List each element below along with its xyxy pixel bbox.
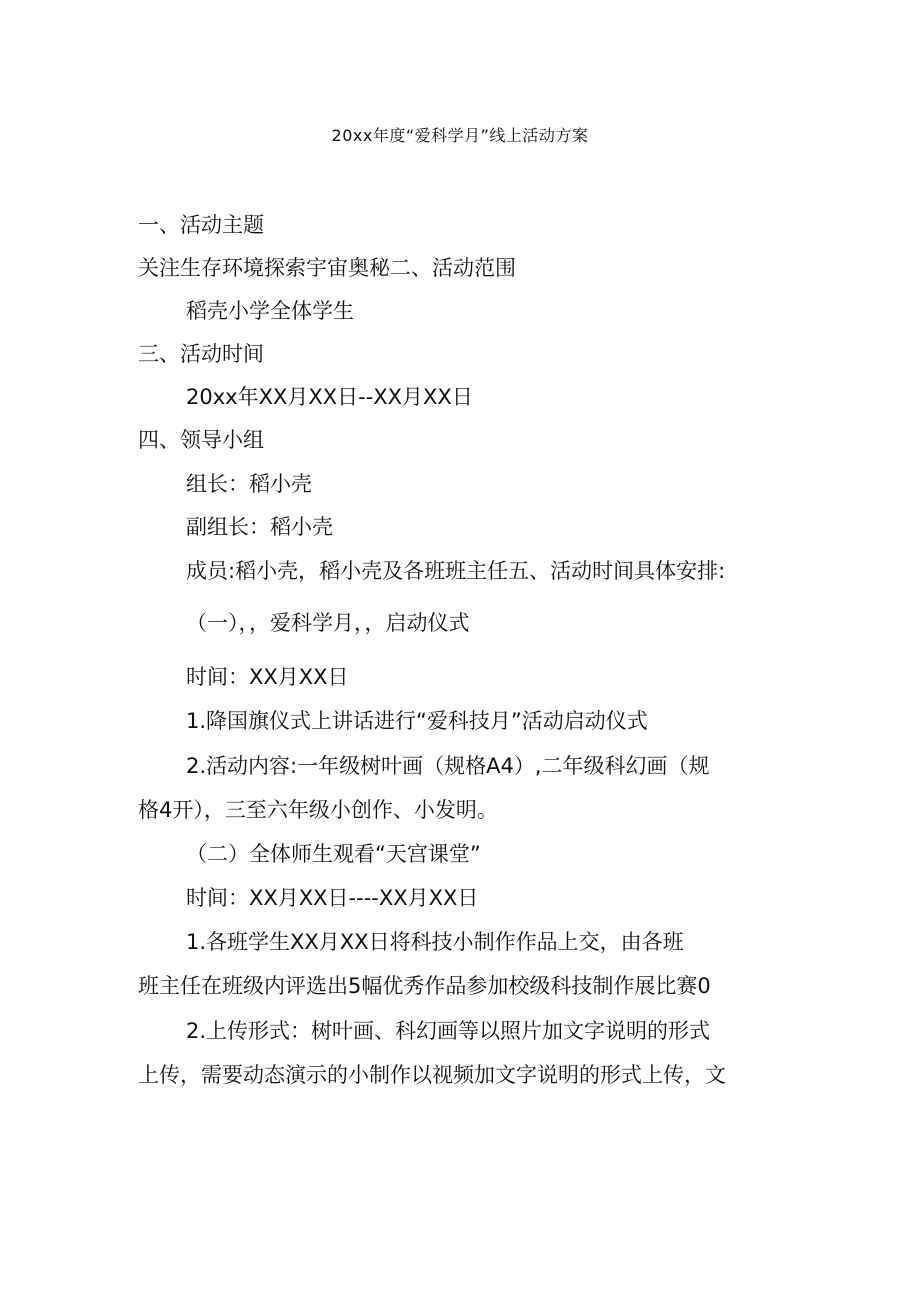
body-line: 稻壳小学全体学生 xyxy=(186,299,354,323)
section-heading-leadership: 四、领导小组 xyxy=(138,428,264,452)
subsection-heading: （一），，爱科学月，，启动仪式 xyxy=(186,611,470,635)
section-heading-time: 三、活动时间 xyxy=(138,342,264,366)
body-line: 20xx年XX月XX日--XX月XX日 xyxy=(186,385,473,409)
body-line: 组长：稻小壳 xyxy=(186,472,312,496)
body-line: 1.降国旗仪式上讲话进行“爱科技月”活动启动仪式 xyxy=(186,709,648,733)
body-line: 1.各班学生XX月XX日将科技小制作作品上交，由各班 xyxy=(186,930,684,954)
section-heading-theme: 一、活动主题 xyxy=(138,213,264,237)
body-line: 格4开），三至六年级小创作、小发明。 xyxy=(138,798,498,822)
body-line: 关注生存环境探索宇宙奥秘二、活动范围 xyxy=(138,256,516,280)
body-line: 上传，需要动态演示的小制作以视频加文字说明的形式上传，文 xyxy=(138,1063,726,1087)
body-line: 2.活动内容:一年级树叶画（规格A4）,二年级科幻画（规 xyxy=(186,754,710,778)
document-title: 20xx年度“爱科学月”线上活动方案 xyxy=(331,126,589,145)
body-line: 成员:稻小壳，稻小壳及各班班主任五、活动时间具体安排: xyxy=(186,559,726,583)
body-line: 时间：XX月XX日----XX月XX日 xyxy=(186,886,479,910)
body-line: 时间：XX月XX日 xyxy=(186,665,349,689)
body-line: 班主任在班级内评选出5幅优秀作品参加校级科技制作展比赛0 xyxy=(138,974,711,998)
body-line: 2.上传形式：树叶画、科幻画等以照片加文字说明的形式 xyxy=(186,1019,711,1043)
subsection-heading: （二）全体师生观看“天宫课堂” xyxy=(186,842,481,866)
body-line: 副组长：稻小壳 xyxy=(186,515,333,539)
